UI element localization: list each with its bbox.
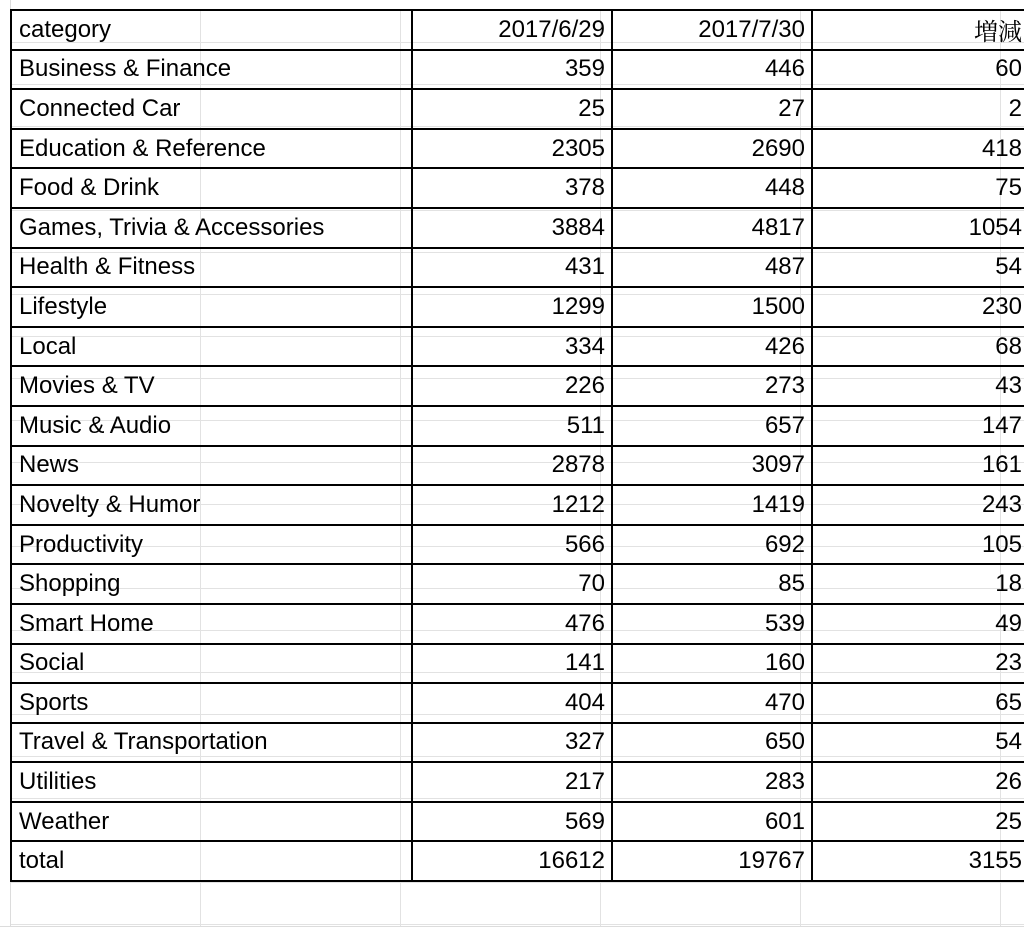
- value-cell-date-2[interactable]: 650: [612, 723, 812, 763]
- value-cell-date-2[interactable]: 487: [612, 248, 812, 288]
- table-row: [11, 525, 1024, 565]
- table-row: [11, 366, 1024, 406]
- header-cell-change[interactable]: 増減: [812, 10, 1024, 50]
- table-row: [11, 50, 1024, 90]
- category-cell[interactable]: Shopping: [11, 564, 412, 604]
- table-row: [11, 168, 1024, 208]
- value-cell-change[interactable]: 418: [812, 129, 1024, 169]
- value-cell-date-1[interactable]: 2305: [412, 129, 612, 169]
- total-label-cell[interactable]: total: [11, 841, 412, 881]
- value-cell-change[interactable]: 23: [812, 644, 1024, 684]
- header-cell-category[interactable]: category: [11, 10, 412, 50]
- category-cell[interactable]: News: [11, 446, 412, 486]
- table-row: [11, 208, 1024, 248]
- value-cell-change[interactable]: 25: [812, 802, 1024, 842]
- table-row: [11, 446, 1024, 486]
- category-cell[interactable]: Sports: [11, 683, 412, 723]
- value-cell-change[interactable]: 49: [812, 604, 1024, 644]
- value-cell-date-1[interactable]: 378: [412, 168, 612, 208]
- category-cell[interactable]: Productivity: [11, 525, 412, 565]
- table-row: [11, 406, 1024, 446]
- header-cell-date-2[interactable]: 2017/7/30: [612, 10, 812, 50]
- value-cell-date-1[interactable]: 431: [412, 248, 612, 288]
- value-cell-date-2[interactable]: 2690: [612, 129, 812, 169]
- header-cell-date-1[interactable]: 2017/6/29: [412, 10, 612, 50]
- table-row: [11, 485, 1024, 525]
- category-cell[interactable]: Lifestyle: [11, 287, 412, 327]
- value-cell-date-2[interactable]: 448: [612, 168, 812, 208]
- value-cell-date-2[interactable]: 426: [612, 327, 812, 367]
- value-cell-change[interactable]: 105: [812, 525, 1024, 565]
- value-cell-change[interactable]: 161: [812, 446, 1024, 486]
- value-cell-date-2[interactable]: 283: [612, 762, 812, 802]
- value-cell-change[interactable]: 65: [812, 683, 1024, 723]
- value-cell-date-2[interactable]: 160: [612, 644, 812, 684]
- value-cell-date-1[interactable]: 327: [412, 723, 612, 763]
- value-cell-date-1[interactable]: 476: [412, 604, 612, 644]
- value-cell-date-1[interactable]: 141: [412, 644, 612, 684]
- table-row: [11, 723, 1024, 763]
- category-cell[interactable]: Health & Fitness: [11, 248, 412, 288]
- value-cell-date-1[interactable]: 2878: [412, 446, 612, 486]
- category-cell[interactable]: Local: [11, 327, 412, 367]
- value-cell-change[interactable]: 60: [812, 50, 1024, 90]
- table-row: [11, 802, 1024, 842]
- total-cell-change[interactable]: 3155: [812, 841, 1024, 881]
- category-cell[interactable]: Smart Home: [11, 604, 412, 644]
- value-cell-change[interactable]: 43: [812, 366, 1024, 406]
- value-cell-date-1[interactable]: 25: [412, 89, 612, 129]
- value-cell-date-1[interactable]: 334: [412, 327, 612, 367]
- value-cell-date-1[interactable]: 70: [412, 564, 612, 604]
- value-cell-date-1[interactable]: 359: [412, 50, 612, 90]
- category-cell[interactable]: Business & Finance: [11, 50, 412, 90]
- table-row: [11, 762, 1024, 802]
- category-cell[interactable]: Education & Reference: [11, 129, 412, 169]
- value-cell-date-1[interactable]: 511: [412, 406, 612, 446]
- value-cell-change[interactable]: 147: [812, 406, 1024, 446]
- value-cell-change[interactable]: 230: [812, 287, 1024, 327]
- category-cell[interactable]: Games, Trivia & Accessories: [11, 208, 412, 248]
- category-cell[interactable]: Travel & Transportation: [11, 723, 412, 763]
- table-row: [11, 604, 1024, 644]
- value-cell-change[interactable]: 54: [812, 723, 1024, 763]
- total-cell-date-1[interactable]: 16612: [412, 841, 612, 881]
- table-row: [11, 129, 1024, 169]
- category-cell[interactable]: Connected Car: [11, 89, 412, 129]
- value-cell-date-2[interactable]: 539: [612, 604, 812, 644]
- category-cell[interactable]: Social: [11, 644, 412, 684]
- value-cell-change[interactable]: 2: [812, 89, 1024, 129]
- category-cell[interactable]: Food & Drink: [11, 168, 412, 208]
- value-cell-date-2[interactable]: 85: [612, 564, 812, 604]
- table-row: [11, 327, 1024, 367]
- category-cell[interactable]: Weather: [11, 802, 412, 842]
- category-cell[interactable]: Music & Audio: [11, 406, 412, 446]
- value-cell-change[interactable]: 243: [812, 485, 1024, 525]
- table-row: [11, 287, 1024, 327]
- value-cell-date-1[interactable]: 404: [412, 683, 612, 723]
- value-cell-date-1[interactable]: 1212: [412, 485, 612, 525]
- value-cell-date-2[interactable]: 27: [612, 89, 812, 129]
- value-cell-date-2[interactable]: 4817: [612, 208, 812, 248]
- value-cell-date-2[interactable]: 1419: [612, 485, 812, 525]
- value-cell-date-1[interactable]: 217: [412, 762, 612, 802]
- category-count-table: [10, 9, 1024, 882]
- value-cell-date-2[interactable]: 446: [612, 50, 812, 90]
- value-cell-date-2[interactable]: 470: [612, 683, 812, 723]
- value-cell-change[interactable]: 54: [812, 248, 1024, 288]
- category-cell[interactable]: Novelty & Humor: [11, 485, 412, 525]
- total-row: [11, 841, 1024, 881]
- value-cell-date-1[interactable]: 1299: [412, 287, 612, 327]
- table-row: [11, 644, 1024, 684]
- table-row: [11, 248, 1024, 288]
- value-cell-change[interactable]: 18: [812, 564, 1024, 604]
- category-cell[interactable]: Utilities: [11, 762, 412, 802]
- value-cell-date-2[interactable]: 692: [612, 525, 812, 565]
- value-cell-date-2[interactable]: 3097: [612, 446, 812, 486]
- value-cell-change[interactable]: 68: [812, 327, 1024, 367]
- value-cell-date-2[interactable]: 1500: [612, 287, 812, 327]
- value-cell-date-2[interactable]: 601: [612, 802, 812, 842]
- value-cell-date-1[interactable]: 569: [412, 802, 612, 842]
- value-cell-date-2[interactable]: 273: [612, 366, 812, 406]
- value-cell-change[interactable]: 75: [812, 168, 1024, 208]
- value-cell-change[interactable]: 26: [812, 762, 1024, 802]
- table-row: [11, 89, 1024, 129]
- value-cell-date-2[interactable]: 657: [612, 406, 812, 446]
- header-row: [11, 10, 1024, 50]
- table-row: [11, 564, 1024, 604]
- value-cell-date-1[interactable]: 3884: [412, 208, 612, 248]
- total-cell-date-2[interactable]: 19767: [612, 841, 812, 881]
- table-row: [11, 683, 1024, 723]
- value-cell-date-1[interactable]: 566: [412, 525, 612, 565]
- value-cell-date-1[interactable]: 226: [412, 366, 612, 406]
- category-cell[interactable]: Movies & TV: [11, 366, 412, 406]
- value-cell-change[interactable]: 1054: [812, 208, 1024, 248]
